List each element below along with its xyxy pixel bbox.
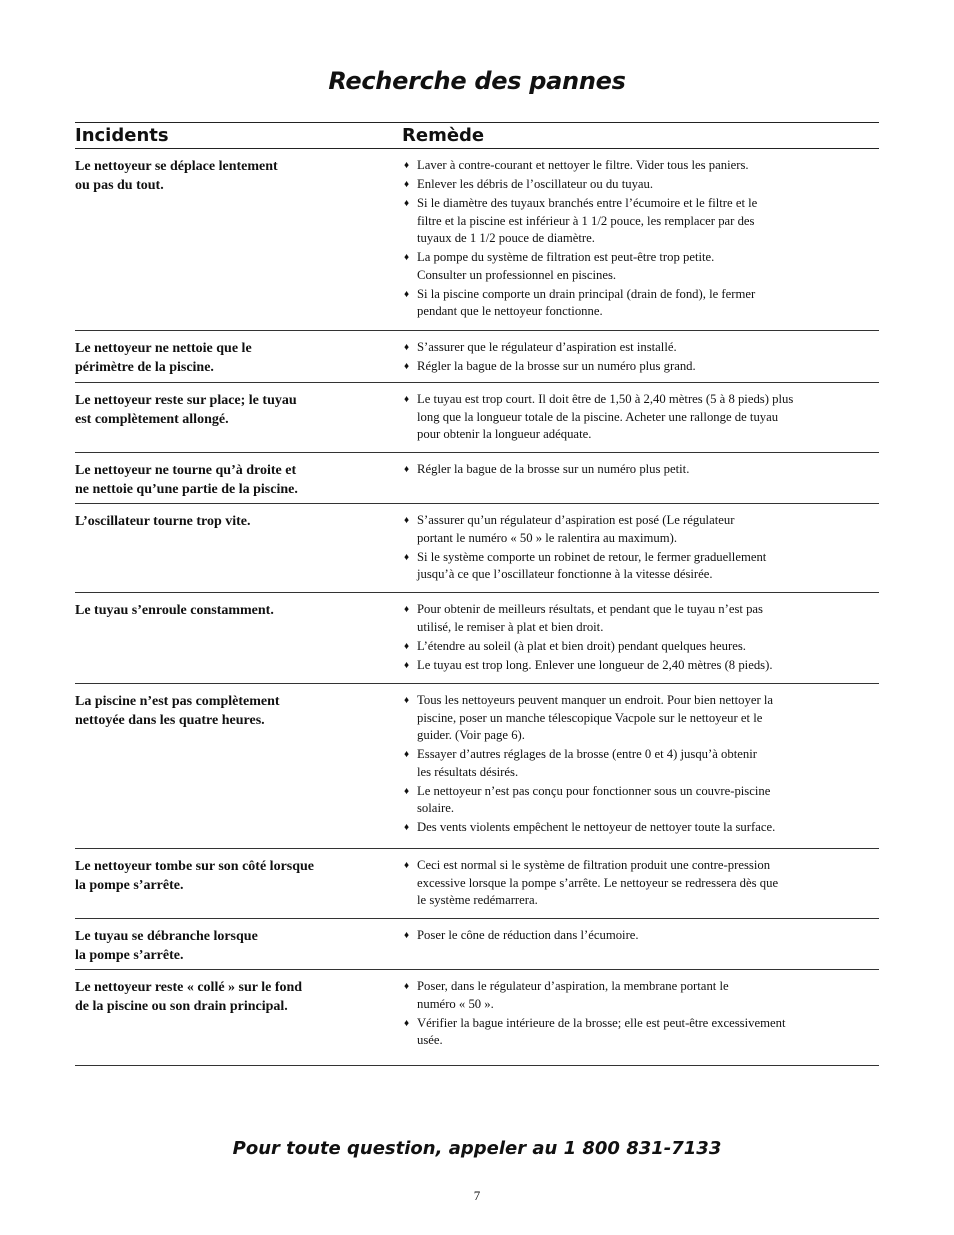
remedy-cell [402, 149, 879, 330]
diamond-bullet-icon: ♦ [404, 930, 410, 941]
table-row [75, 970, 879, 1066]
incident-cell [75, 383, 402, 452]
remedy-line: usée. [417, 1033, 443, 1047]
remedy-line: L’étendre au soleil (à plat et bien droit) pendant quelques heures. [417, 638, 746, 653]
remedy-cell [402, 684, 879, 848]
remedy-line: utilisé, le remiser à plat et bien droit. [417, 619, 604, 634]
incident-line: ne nettoie qu’une partie de la piscine. [75, 482, 298, 497]
remedy-line: Poser le cône de réduction dans l’écumoire. [417, 928, 639, 942]
diamond-bullet-icon: ♦ [404, 981, 410, 992]
remedy-item [402, 339, 879, 357]
remedy-item [402, 286, 879, 321]
diamond-bullet-icon: ♦ [404, 464, 410, 475]
incident-cell [75, 331, 402, 382]
remedy-line: pendant que le nettoyeur fonctionne. [417, 304, 603, 318]
remedy-line: Le tuyau est trop court. Il doit être de 1,50 à 2,40 mètres (5 à 8 pieds) plus [417, 392, 794, 406]
table-row [75, 149, 879, 331]
remedy-line: Tous les nettoyeurs peuvent manquer un endroit. Pour bien nettoyer la [417, 693, 774, 707]
remedy-line: Si le diamètre des tuyaux branchés entre l’écumoire et le filtre et le [417, 196, 758, 210]
remedy-line: Des vents violents empêchent le nettoyeur de nettoyer toute la surface. [417, 820, 776, 834]
incident-line: L’oscillateur tourne trop vite. [75, 514, 251, 529]
remedy-item [402, 461, 879, 479]
diamond-bullet-icon: ♦ [404, 640, 410, 652]
remedy-line: Enlever les débris de l’oscillateur ou du tuyau. [417, 177, 654, 191]
remedy-item [402, 176, 879, 194]
table-row [75, 453, 879, 504]
remedy-line: excessive lorsque la pompe s’arrête. Le nettoyeur se redressera dès que [417, 875, 779, 890]
table-row [75, 919, 879, 970]
incident-line: ou pas du tout. [75, 178, 164, 193]
diamond-bullet-icon: ♦ [404, 198, 410, 209]
incident-line: Le nettoyeur se déplace lentement [75, 159, 278, 174]
troubleshooting-table [75, 122, 879, 1066]
remedy-item [402, 512, 879, 547]
remedy-line: tuyaux de 1 1/2 pouce de diamètre. [417, 231, 595, 245]
remedy-item [402, 746, 879, 781]
column-header-incidents: Incidents [75, 125, 169, 146]
incident-cell [75, 970, 402, 1065]
incident-line: Le nettoyeur ne tourne qu’à droite et [75, 463, 297, 478]
remedy-line: S’assurer que le régulateur d’aspiration est installé. [417, 340, 677, 354]
incident-line: est complètement allongé. [75, 412, 229, 427]
remedy-item [402, 249, 879, 284]
remedy-line: Consulter un professionnel en piscines. [417, 267, 617, 282]
table-row [75, 504, 879, 593]
remedy-line: Si la piscine comporte un drain principal (drain de fond), le fermer [417, 286, 756, 301]
remedy-line: guider. (Voir page 6). [417, 728, 525, 742]
table-header [75, 123, 879, 149]
incident-line: Le nettoyeur reste « collé » sur le fond [75, 980, 303, 995]
diamond-bullet-icon: ♦ [404, 659, 410, 671]
diamond-bullet-icon: ♦ [404, 860, 410, 871]
page-number: 7 [473, 1188, 481, 1203]
incident-cell [75, 504, 402, 592]
remedy-item [402, 657, 879, 675]
remedy-item [402, 638, 879, 656]
incident-line: Le nettoyeur tombe sur son côté lorsque [75, 859, 315, 874]
remedy-line: Le tuyau est trop long. Enlever une longueur de 2,40 mètres (8 pieds). [417, 657, 773, 672]
remedy-cell [402, 504, 879, 592]
diamond-bullet-icon: ♦ [404, 695, 410, 706]
remedy-item [402, 358, 879, 376]
incident-line: Le nettoyeur ne nettoie que le [75, 341, 252, 356]
remedy-cell [402, 970, 879, 1065]
incident-line: nettoyée dans les quatre heures. [75, 713, 265, 728]
remedy-line: Régler la bague de la brosse sur un numéro plus grand. [417, 359, 696, 373]
table-row [75, 684, 879, 849]
diamond-bullet-icon: ♦ [404, 179, 410, 190]
column-header-remede: Remède [402, 125, 485, 146]
incident-line: la pompe s’arrête. [75, 878, 184, 893]
table-row [75, 383, 879, 453]
remedy-line: solaire. [417, 801, 454, 815]
remedy-line: Si le système comporte un robinet de retour, le fermer graduellement [417, 549, 767, 564]
remedy-line: portant le numéro « 50 » le ralentira au maximum). [417, 530, 678, 545]
remedy-line: Poser, dans le régulateur d’aspiration, la membrane portant le [417, 979, 729, 993]
incident-line: La piscine n’est pas complètement [75, 694, 280, 709]
remedy-cell [402, 593, 879, 683]
incident-cell [75, 919, 402, 969]
diamond-bullet-icon: ♦ [404, 515, 410, 526]
remedy-line: La pompe du système de filtration est peut-être trop petite. [417, 250, 715, 264]
remedy-item [402, 819, 879, 837]
remedy-cell [402, 453, 879, 503]
footer-phone: Pour toute question, appeler au 1 800 831-7133 [232, 1138, 722, 1159]
remedy-item [402, 927, 879, 945]
remedy-item [402, 857, 879, 910]
remedy-item [402, 1015, 879, 1050]
incident-line: Le tuyau s’enroule constamment. [75, 603, 274, 618]
table-body [75, 149, 879, 1066]
remedy-line: long que la longueur totale de la piscine. Acheter une rallonge de tuyau [417, 409, 779, 424]
incident-line: Le tuyau se débranche lorsque [75, 929, 258, 944]
incident-cell [75, 593, 402, 683]
remedy-line: piscine, poser un manche télescopique Vacpole sur le nettoyeur et le [417, 710, 763, 725]
remedy-item [402, 549, 879, 584]
diamond-bullet-icon: ♦ [404, 551, 410, 563]
incident-line: périmètre de la piscine. [75, 360, 214, 375]
remedy-item [402, 195, 879, 248]
remedy-line: jusqu’à ce que l’oscillateur fonctionne à la vitesse désirée. [417, 567, 713, 581]
remedy-line: filtre et la piscine est inférieur à 1 1/2 pouce, les remplacer par des [417, 213, 755, 228]
remedy-line: pour obtenir la longueur adéquate. [417, 427, 592, 441]
remedy-line: Pour obtenir de meilleurs résultats, et pendant que le tuyau n’est pas [417, 602, 763, 616]
diamond-bullet-icon: ♦ [404, 361, 410, 372]
incident-line: Le nettoyeur reste sur place; le tuyau [75, 393, 297, 408]
diamond-bullet-icon: ♦ [404, 288, 410, 300]
incident-cell [75, 849, 402, 918]
diamond-bullet-icon: ♦ [404, 252, 410, 263]
remedy-line: numéro « 50 ». [417, 996, 494, 1011]
remedy-line: Ceci est normal si le système de filtration produit une contre-pression [417, 858, 771, 872]
page-title: Recherche des pannes [328, 67, 626, 95]
diamond-bullet-icon: ♦ [404, 342, 410, 353]
diamond-bullet-icon: ♦ [404, 160, 410, 171]
diamond-bullet-icon: ♦ [404, 604, 410, 615]
remedy-item [402, 783, 879, 818]
remedy-item [402, 157, 879, 175]
diamond-bullet-icon: ♦ [404, 749, 410, 760]
remedy-item [402, 978, 879, 1013]
remedy-item [402, 692, 879, 745]
remedy-line: S’assurer qu’un régulateur d’aspiration est posé (Le régulateur [417, 513, 735, 527]
remedy-item [402, 391, 879, 444]
table-row [75, 331, 879, 383]
table-row [75, 849, 879, 919]
incident-line: la pompe s’arrête. [75, 948, 184, 963]
remedy-line: Le nettoyeur n’est pas conçu pour fonctionner sous un couvre-piscine [417, 783, 771, 798]
table-row [75, 593, 879, 684]
remedy-line: les résultats désirés. [417, 764, 519, 779]
remedy-line: Essayer d’autres réglages de la brosse (entre 0 et 4) jusqu’à obtenir [417, 747, 757, 761]
diamond-bullet-icon: ♦ [404, 394, 410, 405]
diamond-bullet-icon: ♦ [404, 785, 410, 797]
diamond-bullet-icon: ♦ [404, 1017, 410, 1029]
diamond-bullet-icon: ♦ [404, 822, 410, 833]
remedy-item [402, 601, 879, 636]
incident-cell [75, 149, 402, 330]
incident-cell [75, 453, 402, 503]
remedy-line: Laver à contre-courant et nettoyer le filtre. Vider tous les paniers. [417, 158, 749, 172]
remedy-cell [402, 383, 879, 452]
remedy-line: Vérifier la bague intérieure de la brosse; elle est peut-être excessivement [417, 1015, 786, 1030]
remedy-cell [402, 849, 879, 918]
remedy-cell [402, 919, 879, 969]
remedy-cell [402, 331, 879, 382]
remedy-line: le système redémarrera. [417, 893, 538, 907]
incident-line: de la piscine ou son drain principal. [75, 999, 288, 1014]
remedy-line: Régler la bague de la brosse sur un numéro plus petit. [417, 462, 690, 476]
incident-cell [75, 684, 402, 848]
